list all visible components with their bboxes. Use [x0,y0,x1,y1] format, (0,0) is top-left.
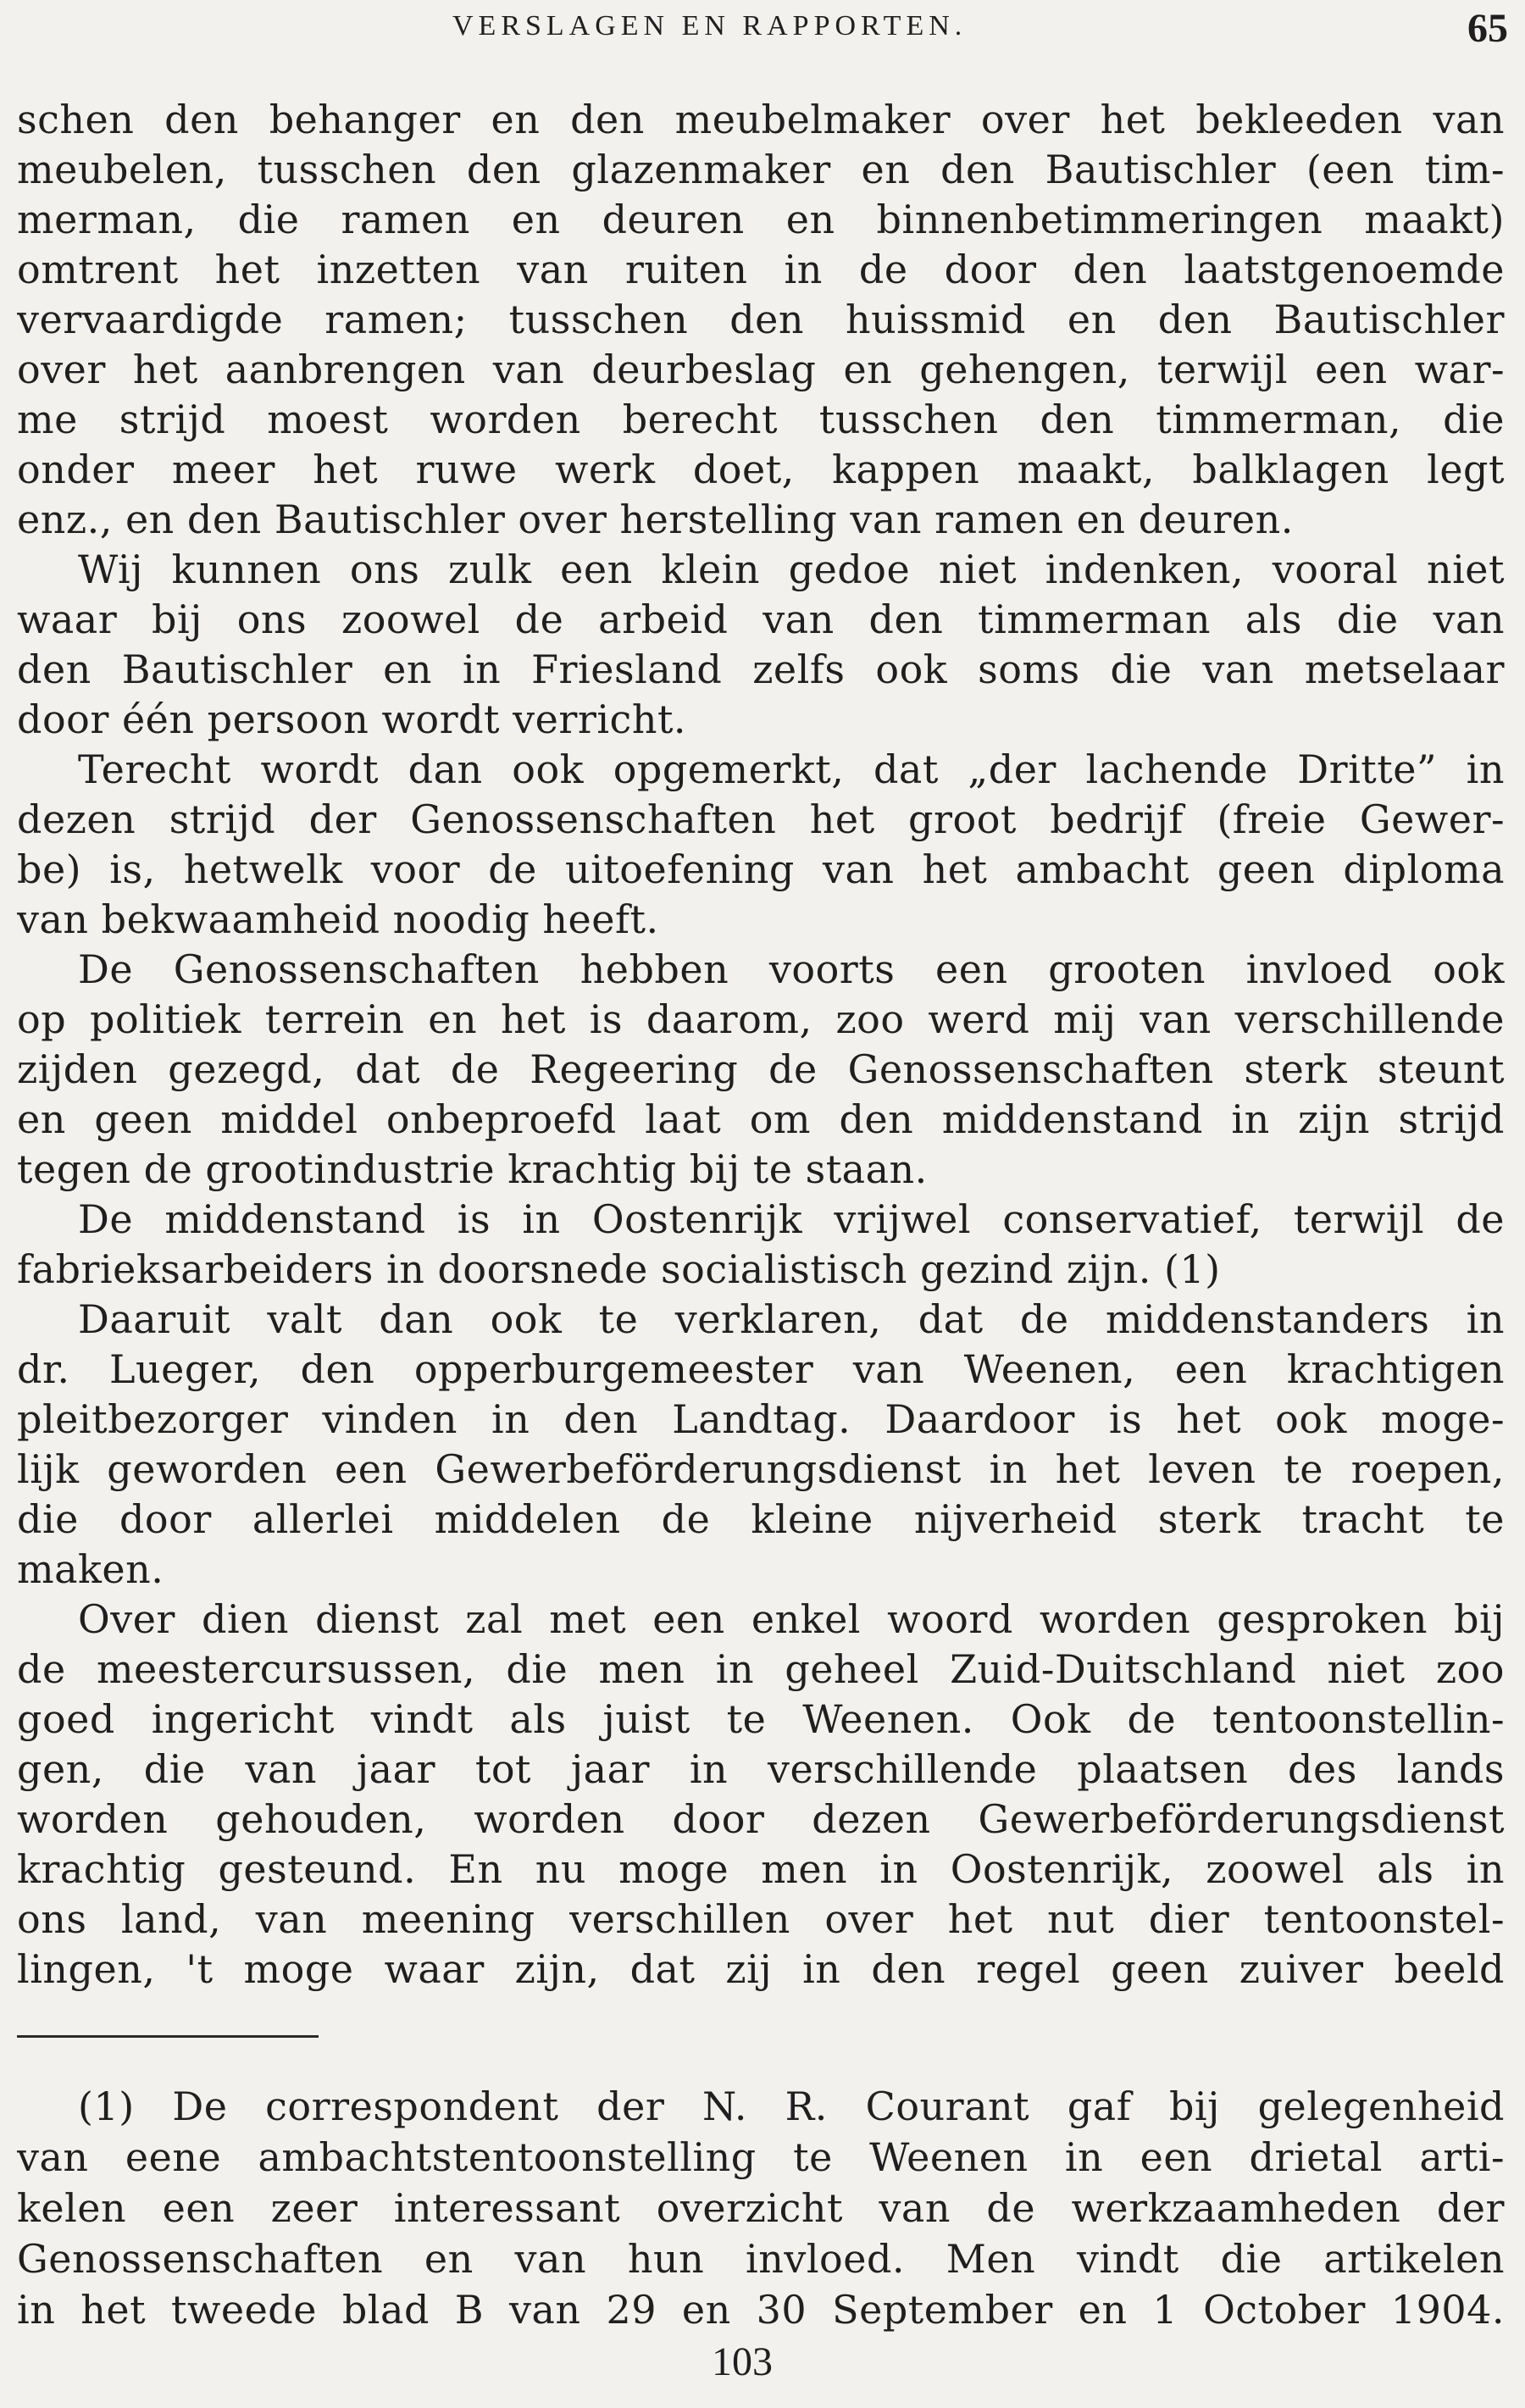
text-line: maken. [17,1546,164,1592]
text-line: goed ingericht vindt als juist te Weenen. Ook de tentoonstellin- [17,1696,1505,1742]
document-page [12,0,1513,2408]
running-title: VERSLAGEN EN RAPPORTEN. [452,10,968,42]
page-number: 103 [712,2339,773,2384]
text-line: me strijd moest worden berecht tusschen den timmerman, die [17,397,1505,442]
footnote-separator [17,2035,319,2038]
text-line: Wij kunnen ons zulk een klein gedoe niet indenken, vooral niet [78,547,1505,592]
header-page-number: 65 [1467,6,1508,51]
footnote-line: van eene ambachtstentoonstelling te Weenen in een drietal arti- [17,2134,1505,2180]
footnote-line: in het tweede blad B van 29 en 30 September en 1 October 1904. [17,2287,1505,2333]
footnote [17,2081,1505,2335]
running-header [12,5,1513,53]
text-line: Terecht wordt dan ook opgemerkt, dat „der lachende Dritte” in [78,746,1505,792]
text-line: dr. Lueger, den opperburgemeester van Weenen, een krachtigen [17,1346,1505,1392]
text-line: pleitbezorger vinden in den Landtag. Daardoor is het ook moge- [17,1396,1505,1442]
text-line: ons land, van meening verschillen over het nut dier tentoonstel- [17,1896,1505,1942]
text-line: lingen, 't moge waar zijn, dat zij in den regel geen zuiver beeld [17,1946,1505,1992]
text-line: Daaruit valt dan ook te verklaren, dat de middenstanders in [78,1296,1505,1342]
text-line: gen, die van jaar tot jaar in verschillende plaatsen des lands [17,1746,1505,1792]
text-line: die door allerlei middelen de kleine nijverheid sterk tracht te [17,1496,1505,1542]
text-line: merman, die ramen en deuren en binnenbetimmeringen maakt) [17,197,1505,242]
text-line: lijk geworden een Gewerbeförderungsdienst in het leven te roepen, [17,1446,1505,1492]
footnote-line: kelen een zeer interessant overzicht van de werkzaamheden der [17,2185,1505,2231]
footnote-line: (1) De correspondent der N. R. Courant gaf bij gelegenheid [78,2083,1505,2129]
text-line: tegen de grootindustrie krachtig bij te staan. [17,1146,928,1192]
text-line: op politiek terrein en het is daarom, zoo werd mij van verschillende [17,996,1505,1042]
text-line: omtrent het inzetten van ruiten in de door den laatstgenoemde [17,247,1505,292]
text-line: den Bautischler en in Friesland zelfs ook soms die van metselaar [17,646,1505,692]
text-line: meubelen, tusschen den glazenmaker en den Bautischler (een tim- [17,147,1505,192]
footnote-line: Genossenschaften en van hun invloed. Men vindt die artikelen [17,2236,1505,2282]
text-line: schen den behanger en den meubelmaker over het bekleeden van [17,97,1505,142]
text-line: dezen strijd der Genossenschaften het groot bedrijf (freie Gewer- [17,796,1505,842]
text-line: De middenstand is in Oostenrijk vrijwel conservatief, terwijl de [78,1196,1505,1242]
text-line: over het aanbrengen van deurbeslag en gehengen, terwijl een war- [17,347,1505,392]
text-line: waar bij ons zoowel de arbeid van den timmerman als die van [17,596,1505,642]
text-line: en geen middel onbeproefd laat om den middenstand in zijn strijd [17,1096,1505,1142]
text-line: door één persoon wordt verricht. [17,696,687,742]
text-line: zijden gezegd, dat de Regeering de Genossenschaften sterk steunt [17,1046,1505,1092]
text-line: enz., en den Bautischler over herstelling van ramen en deuren. [17,497,1294,542]
text-line: fabrieksarbeiders in doorsnede socialistisch gezind zijn. (1) [17,1246,1221,1292]
text-line: De Genossenschaften hebben voorts een grooten invloed ook [78,946,1505,992]
body-text [17,95,1505,1995]
text-line: Over dien dienst zal met een enkel woord worden gesproken bij [78,1596,1505,1642]
text-line: worden gehouden, worden door dezen Gewerbeförderungsdienst [17,1796,1505,1842]
text-line: be) is, hetwelk voor de uitoefening van het ambacht geen diploma [17,846,1505,892]
text-line: krachtig gesteund. En nu moge men in Oostenrijk, zoowel als in [17,1846,1505,1892]
text-line: de meestercursussen, die men in geheel Zuid-Duitschland niet zoo [17,1646,1505,1692]
text-line: onder meer het ruwe werk doet, kappen maakt, balklagen legt [17,447,1505,492]
text-line: vervaardigde ramen; tusschen den huissmid en den Bautischler [17,297,1505,342]
text-line: van bekwaamheid noodig heeft. [17,896,659,942]
